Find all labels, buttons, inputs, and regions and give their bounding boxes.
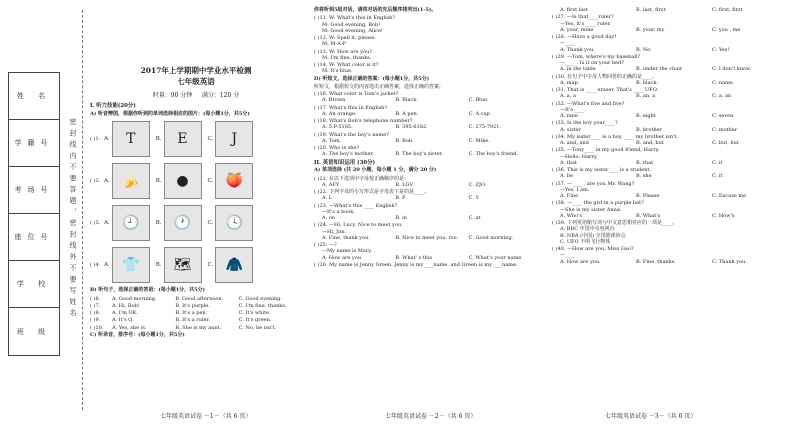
question-text: ( )23. —What's this ____ English? bbox=[314, 202, 398, 209]
dialog-line: —She is my sister Anna. bbox=[560, 206, 622, 213]
answer-option: A. How are you. bbox=[322, 254, 363, 261]
page-column-2 bbox=[314, 6, 542, 269]
dialog-line: —____ bbox=[560, 40, 575, 47]
answer-option: A. Who's bbox=[560, 212, 583, 219]
answer-option: B. she bbox=[636, 173, 652, 180]
option-letter: A. bbox=[104, 261, 110, 268]
answer-options bbox=[314, 138, 542, 144]
answer-option: C. at bbox=[468, 215, 481, 221]
question-text: ( )32. —What's five and five? bbox=[552, 100, 625, 107]
footer-page-2: 七年级英语试卷 －2－（共 6 页） bbox=[385, 413, 477, 420]
picture-icon: E bbox=[177, 130, 188, 147]
option-image bbox=[112, 121, 150, 157]
question-item bbox=[552, 120, 788, 133]
dialog-item bbox=[314, 62, 542, 75]
picture-option bbox=[104, 163, 150, 199]
picture-option bbox=[156, 163, 202, 199]
question-text: ( )35. —Tony____ in my good friend, Harry. bbox=[552, 147, 660, 154]
answer-options bbox=[552, 127, 788, 133]
answer-option: A. nine bbox=[560, 113, 578, 119]
answer-options bbox=[314, 255, 542, 261]
dialog-line: C. UFO 不明飞行物体 bbox=[560, 238, 611, 245]
question-text: ( )26. My name is Jenny Green. Jenny is my____name, and Green is my____name. bbox=[314, 261, 518, 268]
picture-question-row bbox=[90, 119, 302, 159]
answer-options bbox=[314, 124, 542, 130]
picture-question-row bbox=[90, 245, 302, 285]
question-text: ( )22. 下列字母的小写形式是字母表下是的是____。 bbox=[314, 189, 430, 195]
answer-option: B. and, but bbox=[636, 140, 664, 146]
time-label: 时量：90 分钟 bbox=[152, 91, 193, 99]
answer-options bbox=[314, 195, 542, 201]
option-image bbox=[215, 121, 253, 157]
question-text: ( )16. What color is Tom's jacket? bbox=[314, 91, 399, 97]
answer-option: B. last, first bbox=[636, 7, 666, 13]
answer-options bbox=[314, 235, 542, 241]
answer-option: B. Fine, thanks. bbox=[636, 258, 676, 265]
part2-a-heading: A) 单项选择 (共 20 小题，每小题 1 分，满分 20 分) bbox=[314, 167, 437, 174]
option-letter: A. bbox=[104, 219, 110, 226]
answer-option: B. A pen. bbox=[395, 110, 419, 117]
option-letter: B. bbox=[155, 219, 162, 226]
answer-option: C. What's your name bbox=[468, 254, 522, 261]
answer-option: A. The boy's mother. bbox=[322, 151, 374, 158]
answer-option: A. in the table bbox=[560, 66, 596, 73]
question-number: ( )11. bbox=[314, 15, 328, 22]
option-image bbox=[112, 163, 150, 199]
option-letter: B. bbox=[155, 261, 162, 268]
option-image bbox=[215, 163, 253, 199]
answer-option: B. It's purple. bbox=[175, 302, 210, 309]
question-item bbox=[314, 222, 542, 241]
listening-choice-row bbox=[90, 317, 302, 323]
option-image bbox=[164, 247, 202, 283]
answer-option: C. The boy's friend. bbox=[468, 151, 518, 158]
question-item bbox=[552, 246, 788, 265]
answer-option: B. an, a bbox=[636, 93, 656, 100]
answer-option: A. How are you. bbox=[560, 258, 601, 265]
option-letter: A. bbox=[104, 177, 110, 184]
question-number: ( )8. bbox=[90, 310, 101, 316]
picture-icon: T bbox=[126, 130, 136, 147]
question-number: ( )10. bbox=[90, 324, 104, 331]
answer-option: A. Brown. bbox=[322, 97, 347, 104]
picture-option bbox=[208, 247, 254, 283]
picture-option bbox=[156, 205, 202, 241]
picture-option bbox=[104, 247, 150, 283]
picture-icon: ● bbox=[176, 172, 189, 189]
answer-option: C. but, but bbox=[712, 140, 739, 146]
question-item bbox=[314, 242, 542, 261]
answer-options bbox=[552, 80, 788, 86]
answer-option: A. It's Q. bbox=[112, 317, 134, 324]
question-text: ( )40. —How are you, Miss Gao? bbox=[552, 246, 634, 252]
answer-option: A. 5.P-5185. bbox=[322, 124, 353, 131]
picture-option bbox=[104, 121, 150, 157]
seal-warning: 密 封 线 内 不 要 答 题 ， 密 封 线 外 不 要 写 姓 名 bbox=[69, 118, 77, 317]
listening-choice-row bbox=[90, 310, 302, 316]
answer-option: C. Mike. bbox=[468, 137, 490, 144]
answer-option: A. map. bbox=[560, 79, 580, 86]
question-text: ( )28. —Have a good day! bbox=[552, 34, 617, 40]
dialog-line: —Yes, I am. bbox=[560, 186, 590, 193]
question-item bbox=[314, 145, 542, 158]
question-text: ( )36. This is my sister____ is a student. bbox=[552, 167, 652, 173]
answer-option: C. ZJO bbox=[468, 181, 486, 188]
answer-option: B. that bbox=[636, 159, 654, 166]
question-text: ( )29. —Tom, where's my baseball? bbox=[552, 53, 641, 60]
answer-options bbox=[552, 193, 788, 199]
answer-option: C. mother bbox=[712, 126, 738, 133]
answer-option: B. in bbox=[395, 215, 408, 221]
dialog-item bbox=[314, 35, 542, 48]
question-number: ( )3. bbox=[90, 220, 101, 227]
answer-option: B. your, my bbox=[636, 26, 665, 33]
question-text: ( )18. What's Bob's telephone number? bbox=[314, 118, 413, 124]
dialog-line: M: M-A-P bbox=[322, 41, 346, 48]
answer-option: C. A cap. bbox=[468, 110, 492, 117]
question-item bbox=[552, 101, 788, 120]
dialog-list bbox=[314, 15, 542, 74]
option-letter: C. bbox=[207, 219, 214, 226]
picture-option bbox=[208, 205, 254, 241]
picture-question-list bbox=[90, 119, 302, 285]
answer-option: A. and, and bbox=[560, 140, 589, 146]
answer-option: B. eight bbox=[636, 113, 656, 119]
question-item bbox=[314, 91, 542, 104]
question-text: ( )27. —Is that____ruler? bbox=[552, 14, 614, 21]
dialog-line: W: Spell it, please. bbox=[329, 35, 377, 41]
answer-option: C. Yes! bbox=[712, 46, 730, 53]
answer-option: B. It's a pen. bbox=[175, 310, 208, 316]
answer-option: C. I don't know. bbox=[712, 66, 752, 73]
question-text: ( )19. What's the boy's name? bbox=[314, 131, 389, 138]
answer-option: B. 395-6182. bbox=[395, 124, 428, 131]
info-field-label: 学籍号 bbox=[9, 120, 59, 167]
question-item bbox=[552, 181, 788, 200]
question-number: ( )7. bbox=[90, 302, 101, 309]
dialog-line: M: Good evening, Bob! bbox=[322, 21, 381, 28]
dialog-line: W: How are you? bbox=[329, 48, 372, 55]
answer-option: B. Please bbox=[636, 193, 660, 199]
option-image bbox=[215, 247, 253, 283]
answer-option: B. F bbox=[395, 195, 406, 202]
answer-option: A. L bbox=[322, 195, 333, 202]
question-item bbox=[314, 203, 542, 222]
exam-title: 2017年上学期期中学业水平检测 bbox=[140, 66, 252, 75]
answer-option: A. Thank you. bbox=[560, 46, 595, 53]
answer-option: B. What's bbox=[636, 212, 661, 219]
question-text: ( )17. What's this in English? bbox=[314, 104, 388, 111]
dialog-line: W: What's this in English? bbox=[329, 15, 396, 22]
answer-option: B. What' s this bbox=[395, 254, 433, 261]
info-field-label: 考场号 bbox=[9, 167, 59, 214]
part1-d-intro: 听短文，根据短文的内容选出正确答案，选择正确的答案。 bbox=[314, 83, 445, 90]
answer-option: A. that bbox=[560, 159, 578, 166]
answer-options bbox=[552, 93, 788, 99]
question-text: ( )24. —Hi, Lucy. Nice to meet you. bbox=[314, 222, 403, 229]
answer-option: A. on bbox=[322, 215, 336, 221]
dialog-line: A. BBC 中国中央电视台 bbox=[560, 226, 615, 233]
answer-option: C. It's white. bbox=[238, 310, 271, 316]
dialog-line: —My name is Mary. bbox=[322, 248, 373, 255]
listening-choice-row bbox=[90, 325, 302, 331]
listening-choice-row bbox=[90, 296, 302, 302]
question-text: ( )30. 在句子中字母人物回答的正确的是____。 bbox=[552, 73, 658, 80]
dialog-line: W: What color is it? bbox=[329, 62, 379, 68]
picture-option bbox=[156, 121, 202, 157]
option-letter: C. bbox=[207, 177, 214, 184]
dialog-item bbox=[314, 15, 542, 34]
answer-options bbox=[314, 182, 542, 188]
question-text: ( )39. 下列英语缩写词与中文意思相对应的一项是____。 bbox=[552, 220, 678, 226]
page-column-1 bbox=[90, 6, 302, 340]
exam-subtitle: 七年级英语 bbox=[177, 77, 215, 87]
question-item bbox=[552, 134, 788, 147]
question-item bbox=[314, 176, 542, 189]
option-letter: C. bbox=[207, 261, 214, 268]
question-number: ( )1. bbox=[90, 136, 101, 143]
question-number: ( )2. bbox=[90, 178, 101, 185]
answer-option: B. brother bbox=[636, 126, 663, 133]
picture-icon: 👕 bbox=[122, 256, 140, 273]
answer-options bbox=[314, 215, 542, 221]
info-field-label: 班 级 bbox=[16, 327, 52, 336]
answer-option: B. Bob. bbox=[395, 137, 414, 144]
question-item bbox=[314, 262, 542, 268]
question-text: ( )20. Who is she? bbox=[314, 145, 360, 151]
answer-option: A. Yes, she is. bbox=[112, 324, 147, 331]
answer-options bbox=[552, 173, 788, 179]
answer-option: C. it bbox=[712, 159, 723, 166]
dialog-line: —Hi, Jim. bbox=[322, 228, 347, 235]
answer-option: C. seven bbox=[712, 113, 734, 119]
part1-d-list bbox=[314, 91, 542, 158]
answer-option: C. 275-7921. bbox=[468, 124, 502, 131]
option-letter: A. bbox=[104, 135, 110, 142]
part1-heading: I. 听力技能(20分) bbox=[90, 103, 136, 110]
answer-option: A. Tom. bbox=[322, 137, 342, 144]
answer-options bbox=[314, 97, 542, 103]
dialog-line: M: I'm fine, thanks. bbox=[322, 54, 372, 61]
listening-choice-row bbox=[90, 303, 302, 309]
question-item bbox=[314, 132, 542, 145]
answer-options bbox=[552, 27, 788, 33]
col2-intro: 你将听到5组对话，请将对话的先后顺序排列出(1-5)。 bbox=[314, 7, 437, 13]
picture-icon: 🍌 bbox=[122, 172, 140, 189]
option-image bbox=[215, 205, 253, 241]
answer-options bbox=[552, 66, 788, 72]
answer-option: B. under the chair bbox=[636, 66, 683, 73]
answer-option: C. it bbox=[712, 173, 723, 180]
answer-option: A. a, a bbox=[560, 93, 576, 100]
dialog-line: —It's ____. bbox=[560, 106, 587, 113]
exam-meta bbox=[90, 92, 302, 100]
answer-option: C. How's bbox=[712, 212, 735, 219]
picture-icon: 🕘 bbox=[122, 214, 140, 231]
answer-options bbox=[552, 7, 788, 13]
answer-option: C. I'm fine, thanks. bbox=[238, 302, 287, 309]
question-number: ( )12. bbox=[314, 35, 328, 41]
question-text: ( )34. My sister____ is a boy, ____ my brother isn't. bbox=[552, 133, 678, 140]
picture-option bbox=[156, 247, 202, 283]
option-letter: B. bbox=[155, 177, 162, 184]
column3-list bbox=[552, 7, 788, 265]
part2-heading: II. 英语知识运用 (30分) bbox=[314, 159, 376, 166]
question-item bbox=[552, 7, 788, 13]
picture-question-row bbox=[90, 161, 302, 201]
answer-options bbox=[552, 160, 788, 166]
answer-option: B. She is my aunt. bbox=[175, 324, 222, 331]
part2-list bbox=[314, 176, 542, 269]
question-item bbox=[552, 147, 788, 166]
question-text: ( )21. 在以下选项中字母按正确顺序的是： bbox=[314, 175, 410, 182]
question-number: ( )9. bbox=[90, 317, 101, 324]
answer-option: C. you , me bbox=[712, 26, 741, 33]
footer-page-3: 七年级英语试卷 －3－（共 6 页） bbox=[605, 413, 697, 420]
answer-option: A. first last bbox=[560, 7, 588, 13]
question-text: ( )33. Is the boy your____? bbox=[552, 120, 618, 127]
option-image bbox=[164, 163, 202, 199]
answer-option: C. a, an bbox=[712, 93, 732, 100]
picture-icon: 🕐 bbox=[173, 214, 192, 231]
picture-icon: 🕓 bbox=[225, 214, 244, 231]
dialog-line: —____ bbox=[560, 252, 575, 259]
answer-option: C. No, he isn't. bbox=[238, 324, 277, 331]
answer-options bbox=[552, 113, 788, 119]
answer-option: B. Good afternoon. bbox=[175, 295, 224, 302]
dialog-line: B. NBA (中国) 全国篮球协会 bbox=[560, 232, 626, 239]
info-field-label: 姓 名 bbox=[9, 73, 59, 120]
picture-icon: J bbox=[231, 130, 238, 147]
dialog-item bbox=[314, 49, 542, 62]
info-field-label: 座位号 bbox=[9, 214, 59, 261]
info-field-label: 学 校 bbox=[9, 261, 59, 308]
answer-option: A. sister bbox=[560, 126, 581, 133]
option-image bbox=[112, 205, 150, 241]
answer-option: A. Hi, Bob! bbox=[112, 302, 140, 309]
answer-options bbox=[314, 111, 542, 117]
answer-option: A. AFY bbox=[322, 181, 340, 188]
question-item bbox=[552, 74, 788, 87]
option-letter: C. bbox=[207, 135, 214, 142]
question-number: ( )13. bbox=[314, 48, 328, 55]
part1-b-list bbox=[90, 296, 302, 331]
picture-icon: 🍑 bbox=[225, 172, 244, 189]
answer-option: C. name. bbox=[712, 79, 735, 86]
answer-option: C. Blue. bbox=[468, 97, 489, 104]
picture-icon: 🗺 bbox=[173, 256, 192, 273]
part1-c-heading: C) 听录音，排序号：(每小题1分，共5分) bbox=[90, 331, 185, 338]
answer-option: B. It's a ruler. bbox=[175, 317, 210, 324]
option-letter: B. bbox=[155, 135, 162, 142]
question-number: ( )14. bbox=[314, 62, 328, 68]
dialog-line: M: Good evening, Alice! bbox=[322, 27, 383, 34]
answer-options bbox=[314, 151, 542, 157]
question-item bbox=[552, 167, 788, 180]
answer-option: A. he bbox=[560, 173, 573, 180]
part1-a-heading: A) 听音辨图，根据你听到的单词选择相应的图片：(每小题1分，共5分) bbox=[90, 111, 250, 117]
question-item bbox=[314, 105, 542, 118]
answer-options bbox=[552, 47, 788, 53]
answer-option: C. Thank you. bbox=[712, 258, 747, 265]
answer-option: C. Y bbox=[468, 195, 479, 202]
seal-line bbox=[82, 10, 83, 410]
question-text: ( )38. —____ the girl in a purple hat? bbox=[552, 200, 644, 207]
answer-option: A. your, mine bbox=[560, 26, 594, 33]
answer-option: B. The boy's sister. bbox=[395, 151, 443, 158]
dialog-line: —Yes, it's ____ ruler. bbox=[560, 20, 611, 27]
picture-question-row bbox=[90, 203, 302, 243]
option-image bbox=[164, 121, 202, 157]
answer-option: C. It's green. bbox=[238, 317, 272, 324]
question-number: ( )4. bbox=[90, 262, 101, 269]
answer-option: B. black. bbox=[636, 79, 659, 86]
dialog-line: —____ . Is it on your bed? bbox=[560, 60, 624, 66]
picture-icon: 🧥 bbox=[225, 256, 244, 273]
question-item bbox=[552, 54, 788, 73]
answer-option: A. Fine, thank you. bbox=[322, 234, 370, 241]
footer-page-1: 七年级英语试卷 －1－（共 6 页） bbox=[160, 413, 252, 420]
answer-option: C. first, first bbox=[712, 7, 743, 13]
dialog-line: M: It's blue. bbox=[322, 68, 353, 75]
picture-option bbox=[104, 205, 150, 241]
answer-option: B. No. bbox=[636, 46, 652, 53]
question-text: ( )25. —? bbox=[314, 242, 337, 248]
question-item bbox=[552, 87, 788, 100]
student-info-table bbox=[8, 72, 60, 356]
question-number: ( )6. bbox=[90, 295, 101, 302]
part1-b-heading: B) 听句子，选择正确的答语：(每小题1分，共5分) bbox=[90, 287, 206, 294]
answer-option: C. Excuse me bbox=[712, 193, 747, 199]
picture-option bbox=[208, 163, 254, 199]
option-image bbox=[164, 205, 202, 241]
answer-option: B. Nice to meet you, too. bbox=[395, 234, 459, 241]
option-image bbox=[112, 247, 150, 283]
question-item bbox=[552, 220, 788, 245]
answer-options bbox=[552, 259, 788, 265]
part1-d-heading: D) 听短文，选择正确的答案：(每小题1分，共5分) bbox=[314, 75, 430, 82]
question-item bbox=[314, 118, 542, 131]
answer-options bbox=[552, 140, 788, 146]
question-text: ( )37. —____ , are you Mr. Wang? bbox=[552, 180, 635, 187]
question-item bbox=[552, 14, 788, 33]
question-item bbox=[552, 34, 788, 53]
page-column-3 bbox=[552, 6, 788, 266]
question-item bbox=[552, 200, 788, 219]
dialog-line: —Hello, Harry. bbox=[560, 153, 598, 160]
answer-option: A. Good morning. bbox=[112, 295, 157, 302]
question-item bbox=[314, 189, 542, 202]
answer-option: C. Good morning. bbox=[468, 234, 514, 241]
answer-option: A. Fine bbox=[560, 193, 579, 199]
dialog-line: —It's a book. bbox=[322, 208, 355, 215]
answer-option: A. An orange. bbox=[322, 110, 357, 117]
answer-options bbox=[552, 213, 788, 219]
answer-option: C. Good evening. bbox=[238, 295, 282, 302]
answer-option: B. LGV bbox=[395, 181, 414, 188]
picture-option bbox=[208, 121, 254, 157]
score-label: 满分：120 分 bbox=[201, 91, 240, 99]
answer-option: A. I'm OK. bbox=[112, 310, 138, 316]
question-text: ( )31. That is ____ eraser. That's ____ UFO. bbox=[552, 87, 659, 93]
answer-option: B. Black. bbox=[395, 97, 418, 104]
